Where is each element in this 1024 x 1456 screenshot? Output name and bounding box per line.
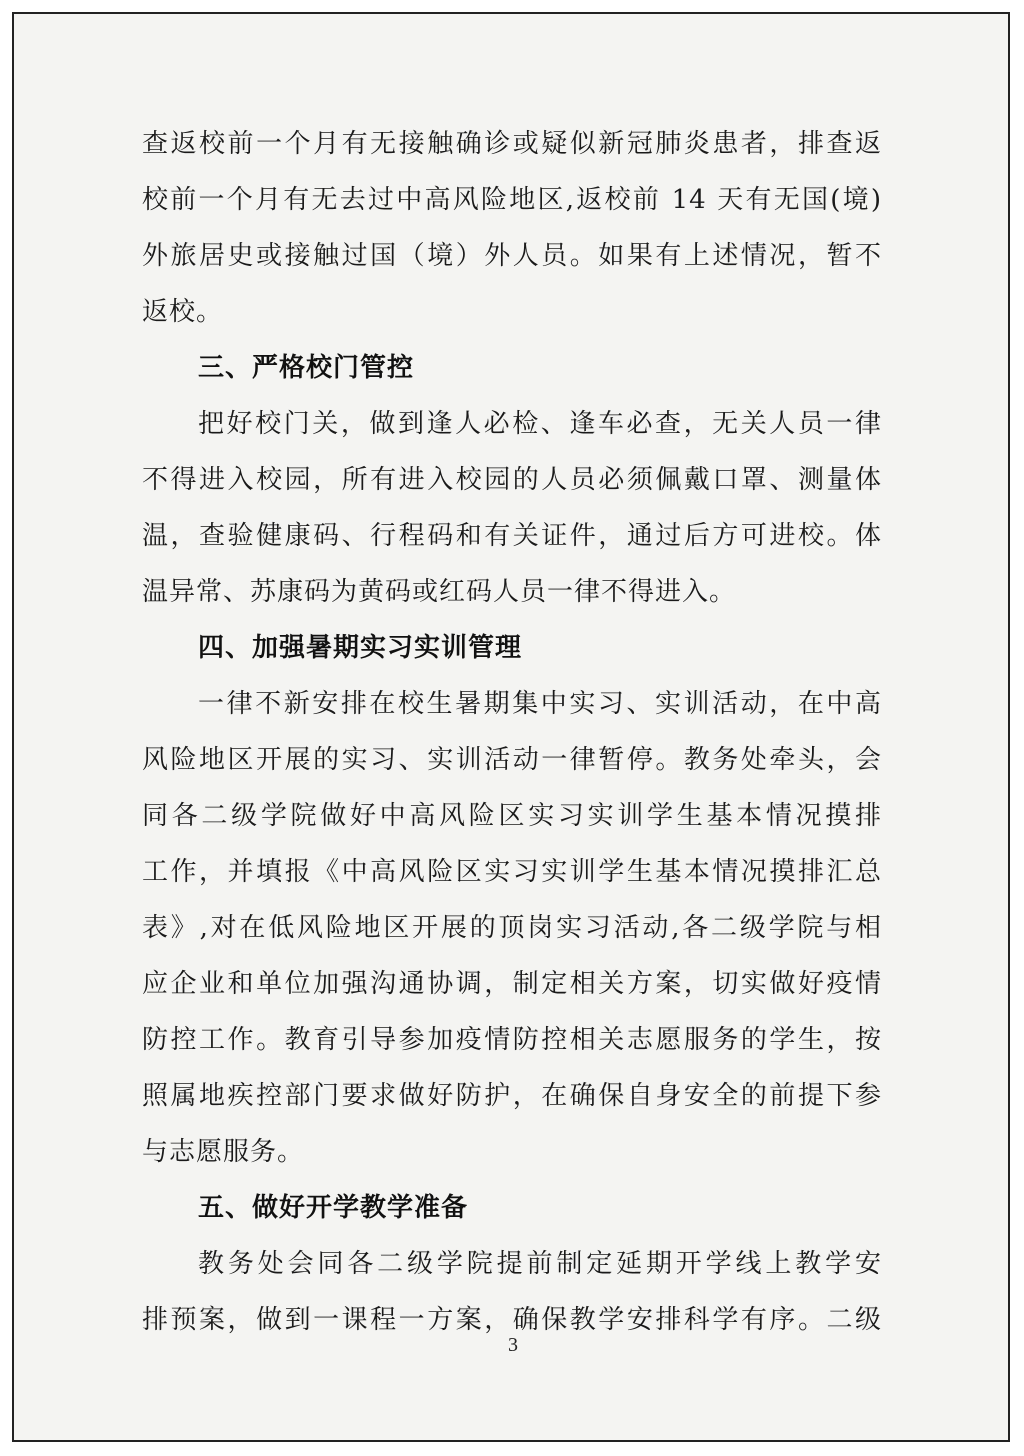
body-line: 不得进入校园，所有进入校园的人员必须佩戴口罩、测量体 [142, 465, 882, 495]
body-line: 一律不新安排在校生暑期集中实习、实训活动，在中高 [198, 689, 882, 719]
body-line: 防控工作。教育引导参加疫情防控相关志愿服务的学生，按 [142, 1025, 882, 1055]
body-line: 校前一个月有无去过中高风险地区,返校前 14 天有无国(境) [142, 185, 882, 215]
body-line: 返校。 [142, 297, 224, 327]
body-line: 温，查验健康码、行程码和有关证件，通过后方可进校。体 [142, 521, 882, 551]
body-line: 把好校门关，做到逢人必检、逢车必查，无关人员一律 [198, 409, 882, 439]
section-heading-5: 五、做好开学教学准备 [198, 1193, 469, 1223]
body-line: 表》,对在低风险地区开展的顶岗实习活动,各二级学院与相 [142, 913, 882, 943]
body-line: 照属地疾控部门要求做好防护，在确保自身安全的前提下参 [142, 1081, 882, 1111]
body-line: 排预案，做到一课程一方案，确保教学安排科学有序。二级 [142, 1305, 882, 1335]
body-line: 风险地区开展的实习、实训活动一律暂停。教务处牵头，会 [142, 745, 882, 775]
section-heading-4: 四、加强暑期实习实训管理 [198, 633, 523, 663]
body-line: 外旅居史或接触过国（境）外人员。如果有上述情况，暂不 [142, 241, 882, 271]
body-line: 同各二级学院做好中高风险区实习实训学生基本情况摸排 [142, 801, 882, 831]
body-line: 与志愿服务。 [142, 1137, 305, 1167]
page-number: 3 [508, 1334, 518, 1356]
section-heading-3: 三、严格校门管控 [198, 353, 415, 383]
document-page [12, 12, 1010, 1442]
body-line: 应企业和单位加强沟通协调，制定相关方案，切实做好疫情 [142, 969, 882, 999]
body-line: 查返校前一个月有无接触确诊或疑似新冠肺炎患者，排查返 [142, 129, 882, 159]
body-line: 工作，并填报《中高风险区实习实训学生基本情况摸排汇总 [142, 857, 882, 887]
body-line: 教务处会同各二级学院提前制定延期开学线上教学安 [198, 1249, 882, 1279]
body-line: 温异常、苏康码为黄码或红码人员一律不得进入。 [142, 577, 737, 607]
